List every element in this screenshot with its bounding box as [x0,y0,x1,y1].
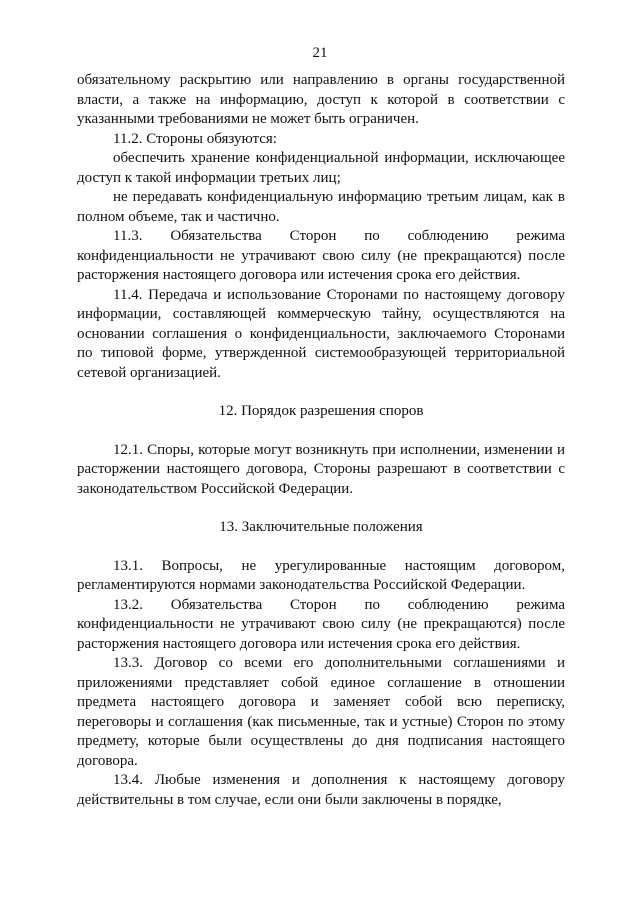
paragraph-13-3: 13.3. Договор со всеми его дополнительными соглашениями и приложениями представляет собой единое соглашение в отношении предмета настоящего договора и заменяет собой всю переписку, переговоры и соглашения (как письменные, так и устные) Сторон по этому предмету, которые были осуществлены до дня подписания настоящего договора. [77,655,565,769]
paragraph-11-3: 11.3. Обязательства Сторон по соблюдению режима конфиденциальности не утрачивают свою силу (не прекращаются) после расторжения настоящего договора или истечения срока его действия. [77,228,565,283]
paragraph-11-2-item-b: не передавать конфиденциальную информацию третьим лицам, как в полном объеме, так и частично. [77,189,565,225]
section-heading-12: 12. Порядок разрешения споров [218,403,424,419]
document-body [77,71,565,810]
paragraph-11-2-item-a: обеспечить хранение конфиденциальной информации, исключающее доступ к такой информации третьих лиц; [77,150,565,186]
paragraph-11-4: 11.4. Передача и использование Сторонами по настоящему договору информации, составляющей коммерческую тайну, осуществляются на основании соглашения о конфиденциальности, заключаемого Сторонами по типовой форме, утвержденной системообразующей территориальной сетевой организацией. [77,286,565,381]
paragraph-13-2: 13.2. Обязательства Сторон по соблюдению режима конфиденциальности не утрачивают свою силу (не прекращаются) после расторжения настоящего договора или истечения срока его действия. [77,596,565,652]
paragraph-13-1: 13.1. Вопросы, не урегулированные настоящим договором, регламентируются нормами законодательства Российской Федерации. [77,557,565,593]
paragraph-continuation: обязательному раскрытию или направлению в органы государственной власти, а также на информацию, доступ к которой в соответствии с указанными требованиями не может быть ограничен. [77,72,565,127]
paragraph-13-4: 13.4. Любые изменения и дополнения к настоящему договору действительны в том случае, если они были заключены в порядке, [77,772,565,808]
section-heading-13: 13. Заключительные положения [219,519,423,535]
page-number: 21 [312,45,328,61]
paragraph-11-2: 11.2. Стороны обязуются: [113,130,277,147]
paragraph-12-1: 12.1. Споры, которые могут возникнуть при исполнении, изменении и расторжении настоящего договора, Стороны разрешают в соответствии с законодательством Российской Федерации. [77,441,565,497]
